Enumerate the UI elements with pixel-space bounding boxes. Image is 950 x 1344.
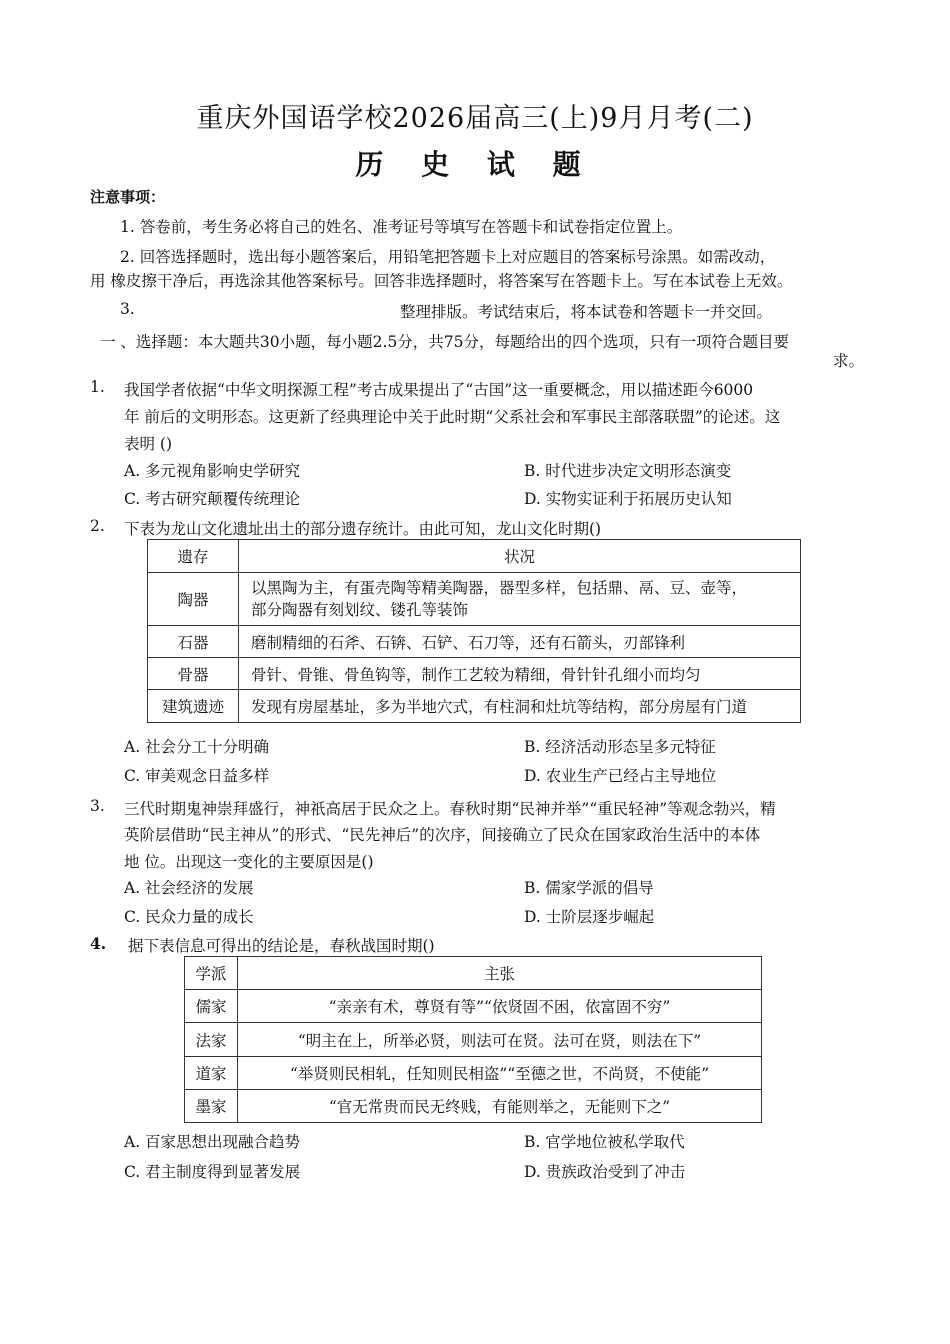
table-header-row — [185, 957, 762, 990]
table-cell: 发现有房屋基址，多为半地穴式，有柱洞和灶坑等结构，部分房屋有门道 — [239, 690, 801, 723]
table-row — [148, 658, 801, 690]
question-2-option-c: C. 审美观念日益多样 — [124, 767, 270, 785]
table-cell: 石器 — [148, 626, 239, 658]
question-1-option-b: B. 时代进步决定文明形态演变 — [524, 462, 732, 480]
table-row — [185, 1057, 762, 1090]
question-2-number: 2. — [90, 517, 105, 535]
table-cell-line: 部分陶器有刻划纹、镂孔等装饰 — [251, 601, 469, 619]
notice-item-3-number: 3. — [120, 300, 135, 318]
table-header-cell: 遗存 — [148, 540, 239, 573]
exam-title: 重庆外国语学校2026届高三(上)9月月考(二) — [196, 103, 754, 134]
question-2-option-a: A. 社会分工十分明确 — [124, 738, 270, 756]
table-header-row — [148, 540, 801, 573]
table-cell: 建筑遗迹 — [148, 690, 239, 723]
question-3-option-b: B. 儒家学派的倡导 — [524, 879, 654, 897]
question-4-number: 4. — [90, 934, 107, 953]
question-4-option-b: B. 官学地位被私学取代 — [524, 1133, 685, 1151]
table-header-cell: 状况 — [239, 540, 801, 573]
question-4-option-d: D. 贵族政治受到了冲击 — [524, 1163, 686, 1181]
question-3-option-a: A. 社会经济的发展 — [124, 879, 254, 897]
table-row — [148, 573, 801, 626]
question-2-table — [147, 539, 801, 723]
table-cell: 磨制精细的石斧、石锛、石铲、石刀等，还有石箭头，刃部锋利 — [239, 626, 801, 658]
section-heading-line1: 一 、选择题：本大题共30小题，每小题2.5分，共75分，每题给出的四个选项，只有一项符合题目要 — [100, 333, 790, 351]
question-3-option-c: C. 民众力量的成长 — [124, 908, 254, 926]
table-cell: 儒家 — [185, 990, 238, 1023]
question-3-line2: 英阶层借助“民主神从”的形式、“民先神后”的次序，间接确立了民众在国家政治生活中的本体 — [124, 826, 761, 844]
table-row — [148, 626, 801, 658]
question-1-option-d: D. 实物实证利于拓展历史认知 — [524, 490, 732, 508]
question-4-option-a: A. 百家思想出现融合趋势 — [124, 1133, 301, 1151]
question-4-table — [184, 956, 762, 1123]
table-header-cell: 主张 — [238, 957, 762, 990]
notice-heading: 注意事项： — [90, 188, 166, 206]
question-4-stem: 据下表信息可得出的结论是，春秋战国时期() — [128, 937, 435, 955]
table-cell: 法家 — [185, 1023, 238, 1057]
question-1-line3: 表明 () — [124, 435, 173, 453]
table-row — [185, 1023, 762, 1057]
table-cell — [239, 573, 801, 626]
table-cell: “举贤则民相轧，任知则民相盗”“至德之世，不尚贤，不使能” — [238, 1057, 762, 1090]
notice-item-1: 1. 答卷前，考生务必将自己的姓名、准考证号等填写在答题卡和试卷指定位置上。 — [120, 218, 683, 236]
table-cell: 道家 — [185, 1057, 238, 1090]
table-cell: 墨家 — [185, 1090, 238, 1123]
section-heading-line2: 求。 — [833, 352, 865, 370]
question-1-option-c: C. 考古研究颠覆传统理论 — [124, 490, 301, 508]
notice-item-3-text: 整理排版。考试结束后，将本试卷和答题卡一并交回。 — [400, 303, 773, 321]
table-cell: 骨针、骨锥、骨鱼钩等，制作工艺较为精细，骨针针孔细小而均匀 — [239, 658, 801, 690]
table-header-cell: 学派 — [185, 957, 238, 990]
question-1-option-a: A. 多元视角影响史学研究 — [124, 462, 301, 480]
question-3-number: 3. — [90, 797, 105, 815]
question-1-number: 1. — [90, 378, 105, 396]
table-cell: 陶器 — [148, 573, 239, 626]
notice-item-2-line2: 用 橡皮擦干净后，再选涂其他答案标号。回答非选择题时，将答案写在答题卡上。写在本试卷上无效。 — [90, 272, 793, 290]
table-row — [148, 690, 801, 723]
notice-item-2-line1: 2. 回答选择题时，选出每小题答案后，用铅笔把答题卡上对应题目的答案标号涂黑。如需改动， — [120, 248, 776, 266]
table-cell: 骨器 — [148, 658, 239, 690]
question-1-line1: 我国学者依据“中华文明探源工程”考古成果提出了“古国”这一重要概念，用以描述距今6000 — [124, 381, 754, 399]
question-2-option-b: B. 经济活动形态呈多元特征 — [524, 738, 716, 756]
question-3-line1: 三代时期鬼神崇拜盛行，神祇高居于民众之上。春秋时期“民神并举”“重民轻神”等观念勃兴，精 — [124, 800, 776, 818]
question-3-line3: 地 位。出现这一变化的主要原因是() — [124, 853, 374, 871]
table-cell-line: 以黑陶为主，有蛋壳陶等精美陶器，器型多样，包括鼎、鬲、豆、壶等， — [251, 579, 748, 597]
table-row — [185, 990, 762, 1023]
table-row — [185, 1090, 762, 1123]
question-4-option-c: C. 君主制度得到显著发展 — [124, 1163, 301, 1181]
question-3-option-d: D. 士阶层逐步崛起 — [524, 908, 655, 926]
question-2-stem: 下表为龙山文化遗址出土的部分遗存统计。由此可知，龙山文化时期() — [124, 520, 602, 538]
table-cell: “亲亲有术，尊贤有等”“依贤固不困，依富固不穷” — [238, 990, 762, 1023]
table-cell: “官无常贵而民无终贱，有能则举之，无能则下之” — [238, 1090, 762, 1123]
table-cell: “明主在上，所举必贤，则法可在贤。法可在贤，则法在下” — [238, 1023, 762, 1057]
subject-title: 历 史 试 题 — [355, 148, 595, 181]
question-2-option-d: D. 农业生产已经占主导地位 — [524, 767, 717, 785]
question-1-line2: 年 前后的文明形态。这更新了经典理论中关于此时期“父系社会和军事民主部落联盟”的论述。这 — [124, 408, 781, 426]
